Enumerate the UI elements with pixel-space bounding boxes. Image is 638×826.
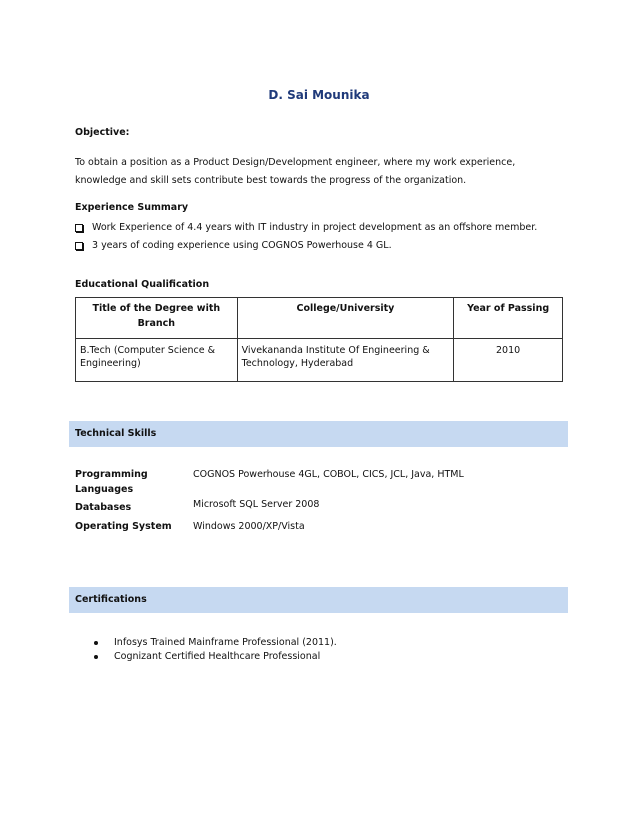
skill-row [75, 519, 565, 537]
skill-label: Operating System [75, 521, 172, 532]
experience-list [75, 219, 565, 255]
checkbox-bullet-icon [75, 242, 83, 250]
certification-text: Cognizant Certified Healthcare Professional [114, 651, 321, 662]
skill-label: Databases [75, 502, 132, 513]
technical-skills-heading: Technical Skills [69, 421, 568, 447]
column-header-degree: Title of the Degree with Branch [76, 298, 238, 339]
certifications-heading: Certifications [69, 587, 568, 613]
certifications-list [94, 636, 337, 664]
experience-item-text: Work Experience of 4.4 years with IT industry in project development as an offshore member. [92, 222, 538, 233]
column-header-college: College/University [237, 298, 454, 339]
experience-item-text: 3 years of coding experience using COGNOS Powerhouse 4 GL. [92, 240, 392, 251]
skill-value: Windows 2000/XP/Vista [193, 521, 305, 532]
list-item [75, 237, 565, 255]
table-row [76, 339, 563, 382]
year-cell: 2010 [454, 339, 563, 382]
degree-cell: B.Tech (Computer Science & Engineering) [76, 339, 238, 382]
objective-line-2: knowledge and skill sets contribute best towards the progress of the organization. [75, 175, 467, 186]
list-item [94, 650, 337, 664]
checkbox-bullet-icon [75, 224, 83, 232]
bullet-icon [94, 655, 98, 659]
skill-label: Programming Languages [75, 469, 148, 495]
objective-heading: Objective: [75, 127, 130, 138]
education-heading: Educational Qualification [75, 279, 210, 290]
bullet-icon [94, 641, 98, 645]
skill-row [75, 497, 565, 519]
candidate-name: D. Sai Mounika [268, 88, 370, 102]
experience-heading: Experience Summary [75, 202, 189, 213]
table-header-row [76, 298, 563, 339]
education-table [75, 297, 563, 382]
college-cell: Vivekananda Institute Of Engineering & Technology, Hyderabad [237, 339, 454, 382]
skill-value: COGNOS Powerhouse 4GL, COBOL, CICS, JCL, Java, HTML [193, 469, 464, 480]
objective-text [75, 154, 545, 190]
list-item [75, 219, 565, 237]
technical-skills-list [75, 467, 565, 537]
objective-line-1: To obtain a position as a Product Design/Development engineer, where my work experience, [75, 157, 516, 168]
skill-row [75, 467, 565, 497]
skill-value: Microsoft SQL Server 2008 [193, 499, 320, 510]
list-item [94, 636, 337, 650]
column-header-year: Year of Passing [454, 298, 563, 339]
certification-text: Infosys Trained Mainframe Professional (2011). [114, 637, 337, 648]
